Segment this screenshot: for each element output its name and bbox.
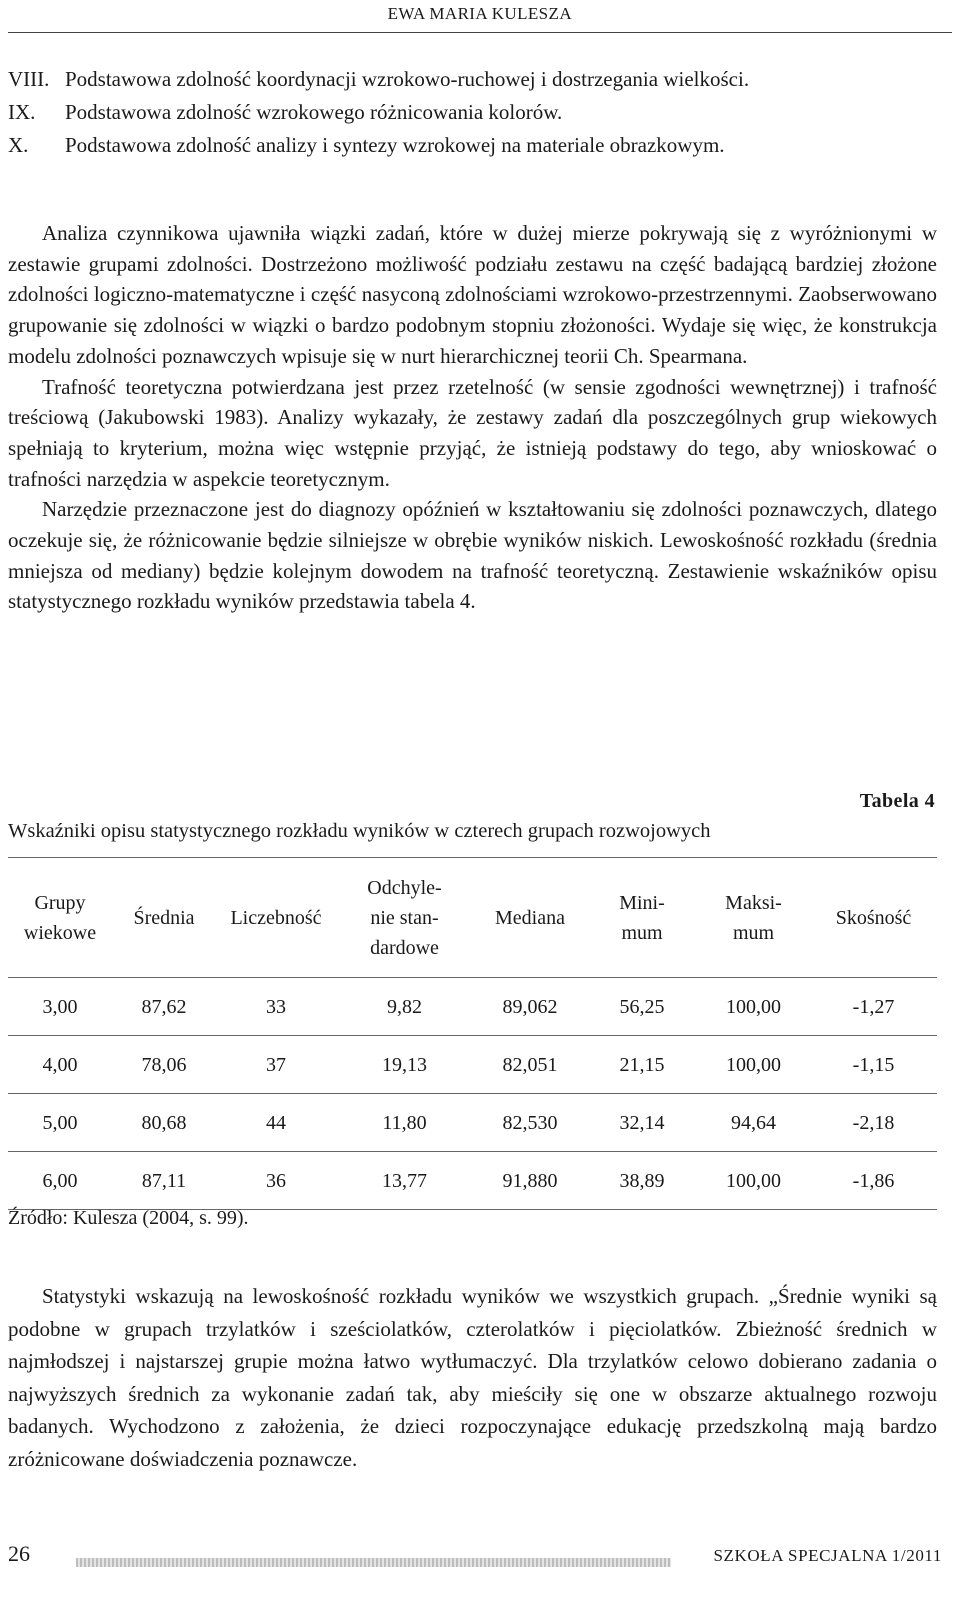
list-item [8, 96, 937, 129]
column-header-minimum: Minimum [587, 858, 697, 978]
cell-mean: 87,11 [112, 1152, 216, 1210]
running-header [8, 0, 952, 40]
cell-median: 82,530 [473, 1094, 587, 1152]
cell-minimum: 32,14 [587, 1094, 697, 1152]
list-item [8, 129, 937, 162]
column-header-skewness: Skośność [810, 858, 937, 978]
list-item-number: IX. [8, 100, 36, 124]
cell-skewness: -1,27 [810, 978, 937, 1036]
list-item [8, 63, 937, 96]
cell-age-group: 5,00 [8, 1094, 112, 1152]
table-header-row [8, 858, 937, 978]
list-item-number: X. [8, 133, 29, 157]
table-label: Tabela 4 [859, 790, 935, 812]
cell-median: 89,062 [473, 978, 587, 1036]
cell-skewness: -2,18 [810, 1094, 937, 1152]
cell-maximum: 94,64 [697, 1094, 810, 1152]
body-text [8, 218, 937, 617]
list-item-number: VIII. [8, 67, 50, 91]
paragraph-diagnosis: Narzędzie przeznaczone jest do diagnozy opóźnień w kształtowaniu się zdolności poznawczych, dlatego oczekuje się, że różnicowanie będzie silniejsze w obrębie wyników niskich. Lewoskośność rozkładu (średnia mniejsza od mediany) będzie kolejnym dowodem na trafność teoretyczną. Zestawienie wskaźników opisu statystycznego rozkładu wyników przedstawia tabela 4. [8, 497, 937, 614]
cell-maximum: 100,00 [697, 1152, 810, 1210]
cell-std-dev: 9,82 [336, 978, 473, 1036]
cell-std-dev: 11,80 [336, 1094, 473, 1152]
cell-age-group: 6,00 [8, 1152, 112, 1210]
cell-age-group: 4,00 [8, 1036, 112, 1094]
column-header-median: Mediana [473, 858, 587, 978]
running-header-title: EWA MARIA KULESZA [387, 4, 572, 23]
table-row [8, 978, 937, 1036]
cell-mean: 87,62 [112, 978, 216, 1036]
list-item-text: Podstawowa zdolność wzrokowego różnicowania kolorów. [65, 100, 563, 124]
paragraph-validity: Trafność teoretyczna potwierdzana jest przez rzetelność (w sensie zgodności wewnętrznej) i trafność treściową (Jakubowski 1983). Analizy wykazały, że zestawy zadań dla poszczególnych grup wiekowych spełniają to kryterium, można więc wstępnie przyjąć, że istnieją podstawy do tego, aby wnioskować o trafności narzędzia w aspekcie teoretycznym. [8, 374, 937, 491]
cell-skewness: -1,15 [810, 1036, 937, 1094]
page-number: 26 [8, 1541, 30, 1566]
column-header-maximum: Maksimum [697, 858, 810, 978]
cell-skewness: -1,86 [810, 1152, 937, 1210]
statistics-table [8, 857, 937, 1210]
cell-minimum: 21,15 [587, 1036, 697, 1094]
cell-maximum: 100,00 [697, 978, 810, 1036]
cell-maximum: 100,00 [697, 1036, 810, 1094]
table-row [8, 1036, 937, 1094]
list-item-text: Podstawowa zdolność analizy i syntezy wzrokowej na materiale obrazkowym. [65, 133, 725, 157]
closing-text [8, 1280, 937, 1476]
cell-std-dev: 13,77 [336, 1152, 473, 1210]
list-item-text: Podstawowa zdolność koordynacji wzrokowo-ruchowej i dostrzegania wielkości. [65, 67, 750, 91]
cell-count: 36 [216, 1152, 336, 1210]
journal-name: SZKOŁA SPECJALNA 1/2011 [713, 1546, 942, 1565]
header-rule [8, 32, 952, 33]
ability-list [8, 63, 937, 162]
paragraph-factor-analysis: Analiza czynnikowa ujawniła wiązki zadań, które w dużej mierze pokrywają się z wyróżnionymi w zestawie grupami zdolności. Dostrzeżono możliwość podziału zestawu na część badającą bardziej złożone zdolności logiczno-matematyczne i część nasyconą zdolnościami wzrokowo-przestrzennymi. Zaobserwowano grupowanie się zdolności w wiązki o bardzo podobnym stopniu złożoności. Wydaje się więc, że konstrukcja modelu zdolności poznawczych wpisuje się w nurt hierarchicznej teorii Ch. Spearmana. [8, 221, 937, 368]
cell-std-dev: 19,13 [336, 1036, 473, 1094]
table-row [8, 1152, 937, 1210]
cell-median: 82,051 [473, 1036, 587, 1094]
cell-minimum: 56,25 [587, 978, 697, 1036]
table-caption: Wskaźniki opisu statystycznego rozkładu wyników w czterech grupach rozwojowych [8, 820, 711, 842]
column-header-mean: Średnia [112, 858, 216, 978]
cell-count: 33 [216, 978, 336, 1036]
column-header-age-group: Grupy wiekowe [8, 858, 112, 978]
footer-rule [76, 1558, 671, 1567]
table-row [8, 1094, 937, 1152]
cell-median: 91,880 [473, 1152, 587, 1210]
cell-count: 44 [216, 1094, 336, 1152]
cell-age-group: 3,00 [8, 978, 112, 1036]
paragraph-statistics: Statystyki wskazują na lewoskośność rozkładu wyników we wszystkich grupach. „Średnie wyniki są podobne w grupach trzylatków i sześciolatków, czterolatków i pięciolatków. Zbieżność średnich w najmłodszej i najstarszej grupie można łatwo wytłumaczyć. Dla trzylatków celowo dobierano zadania o najwyższych średnich za wykonanie zadań tak, aby mieściły się one w obszarze aktualnego rozwoju badanych. Wychodzono z założenia, że dzieci rozpoczynające edukację przedszkolną mają bardzo zróżnicowane doświadczenia poznawcze. [8, 1284, 937, 1471]
column-header-std-dev: Odchylenie standardowe [336, 858, 473, 978]
table-source-note: Źródło: Kulesza (2004, s. 99). [8, 1207, 249, 1229]
cell-count: 37 [216, 1036, 336, 1094]
cell-mean: 80,68 [112, 1094, 216, 1152]
cell-mean: 78,06 [112, 1036, 216, 1094]
cell-minimum: 38,89 [587, 1152, 697, 1210]
column-header-count: Liczebność [216, 858, 336, 978]
